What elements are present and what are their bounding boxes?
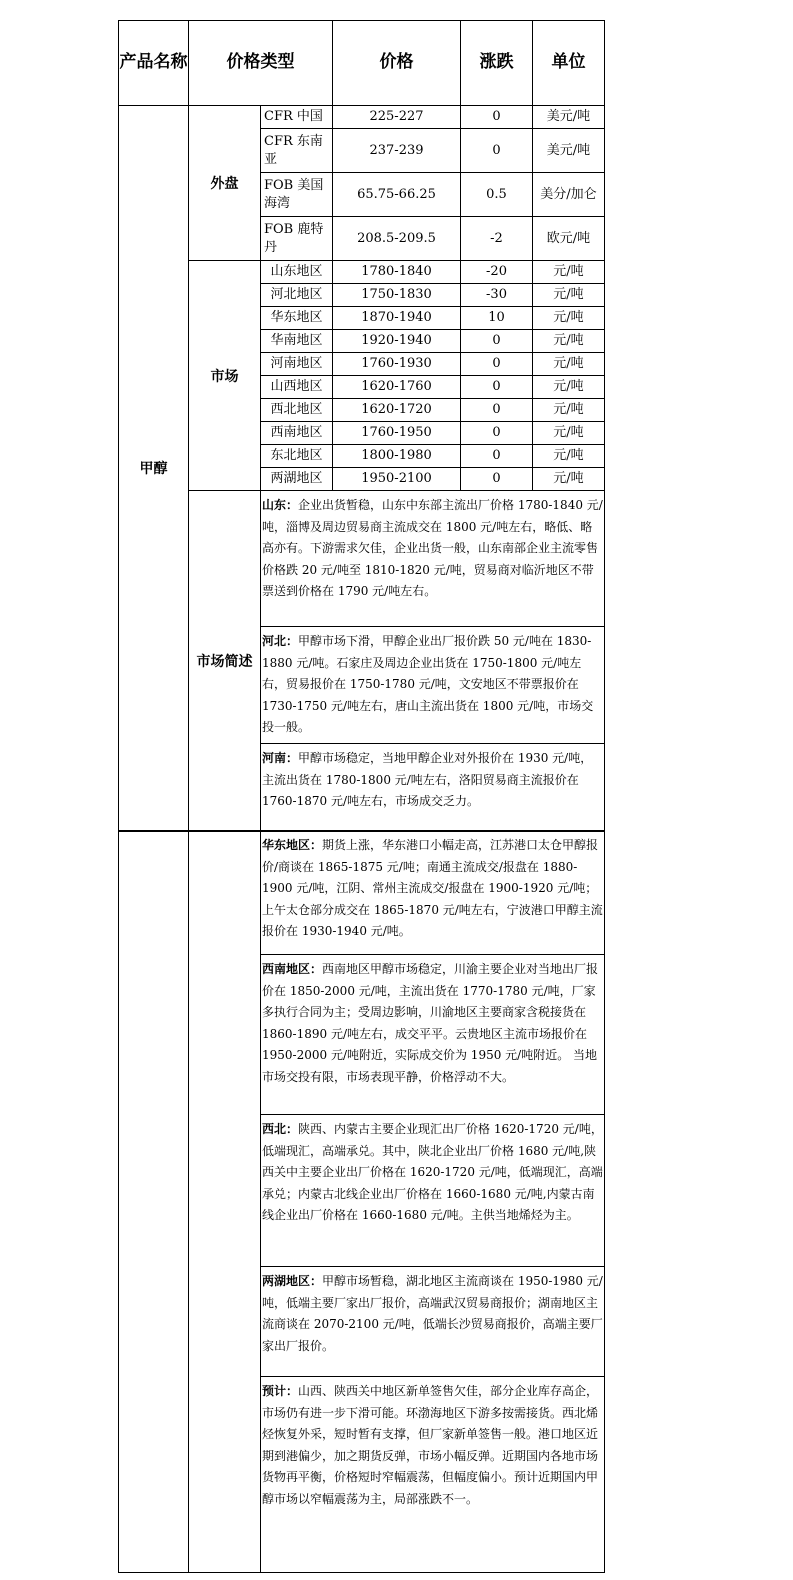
summary-hebei bbox=[261, 627, 605, 744]
summary-region: 西南地区： bbox=[262, 962, 323, 976]
group-external: 外盘 bbox=[189, 106, 261, 261]
price-type-cell: 山西地区 bbox=[261, 376, 333, 399]
product-name-methanol: 甲醇 bbox=[119, 106, 189, 832]
price-type-cell: 华东地区 bbox=[261, 307, 333, 330]
change-cell: 0 bbox=[461, 129, 533, 173]
price-type-cell: CFR 中国 bbox=[261, 106, 333, 129]
summary-huadong bbox=[261, 831, 605, 955]
summary-region: 预计： bbox=[262, 1384, 299, 1398]
unit-cell: 美元/吨 bbox=[533, 129, 605, 173]
change-cell: 10 bbox=[461, 307, 533, 330]
price-cell: 1920-1940 bbox=[333, 330, 461, 353]
summary-forecast bbox=[261, 1377, 605, 1573]
price-cell: 1620-1720 bbox=[333, 399, 461, 422]
change-cell: 0.5 bbox=[461, 173, 533, 217]
summary-text: 西南地区甲醇市场稳定，川渝主要企业对当地出厂报价在 1850-2000 元/吨，主流出货在 1770-1780 元/吨，厂家多执行合同为主；受周边影响，川渝地区主要商家含税接货在 1860-1890 元/吨左右，成交平平。云贵地区主流市场报价在 1950-2000 元/吨附近，实际成交价为 1950 元/吨附近。 当地市场交投有限，市场表现平静，价格浮动不大。 bbox=[262, 962, 599, 1084]
summary-lianghu bbox=[261, 1267, 605, 1377]
summary-region: 河南： bbox=[262, 750, 299, 765]
summary-text: 陕西、内蒙古主要企业现汇出厂价格 1620-1720 元/吨，低端现汇，高端承兑。其中，陕北企业出厂价格 1680 元/吨,陕西关中主要企业出厂价格在 1620-1720 元/吨，低端现汇，高端承兑；内蒙古北线企业出厂价格在 1660-1680 元/吨,内蒙古南线企业出厂价格在 1660-1680 元/吨。主供当地烯烃为主。 bbox=[262, 1122, 603, 1223]
change-cell: -2 bbox=[461, 217, 533, 261]
empty-product-cell bbox=[119, 831, 189, 1573]
summary-xinan bbox=[261, 955, 605, 1115]
summary-henan bbox=[261, 743, 605, 831]
price-cell: 208.5-209.5 bbox=[333, 217, 461, 261]
unit-cell: 元/吨 bbox=[533, 376, 605, 399]
summary-text: 期货上涨，华东港口小幅走高，江苏港口太仓甲醇报价/商谈在 1865-1875 元/吨；南通主流成交/报盘在 1880-1900 元/吨，江阴、常州主流成交/报盘在 1900-1920 元/吨；上午太仓部分成交在 1865-1870 元/吨左右，宁波港口甲醇主流报价在 1930-1940 元/吨。 bbox=[262, 838, 603, 939]
change-cell: -20 bbox=[461, 261, 533, 284]
price-cell: 1760-1930 bbox=[333, 353, 461, 376]
unit-cell: 元/吨 bbox=[533, 330, 605, 353]
price-cell: 1750-1830 bbox=[333, 284, 461, 307]
change-cell: 0 bbox=[461, 468, 533, 491]
price-type-cell: 西北地区 bbox=[261, 399, 333, 422]
unit-cell: 元/吨 bbox=[533, 284, 605, 307]
price-type-cell: 河南地区 bbox=[261, 353, 333, 376]
header-price: 价格 bbox=[333, 21, 461, 106]
price-table bbox=[118, 20, 605, 832]
price-type-cell: 西南地区 bbox=[261, 422, 333, 445]
price-cell: 225-227 bbox=[333, 106, 461, 129]
price-cell: 1780-1840 bbox=[333, 261, 461, 284]
summary-shandong bbox=[261, 491, 605, 627]
group-summary: 市场简述 bbox=[189, 491, 261, 832]
price-cell: 1870-1940 bbox=[333, 307, 461, 330]
price-type-cell: 东北地区 bbox=[261, 445, 333, 468]
unit-cell: 元/吨 bbox=[533, 307, 605, 330]
change-cell: -30 bbox=[461, 284, 533, 307]
header-unit: 单位 bbox=[533, 21, 605, 106]
summary-text: 山西、陕西关中地区新单签售欠佳，部分企业库存高企，市场仍有进一步下滑可能。环渤海地区下游多按需接货。西北烯烃恢复外采，短时暂有支撑，但厂家新单签售一般。港口地区近期到港偏少，加之期货反弹，市场小幅反弹。近期国内各地市场货物再平衡，价格短时窄幅震荡，但幅度偏小。预计近期国内甲醇市场以窄幅震荡为主，局部涨跌不一。 bbox=[262, 1384, 599, 1506]
empty-type-cell bbox=[189, 831, 261, 1573]
price-cell: 1950-2100 bbox=[333, 468, 461, 491]
price-type-cell: FOB 鹿特丹 bbox=[261, 217, 333, 261]
unit-cell: 美元/吨 bbox=[533, 106, 605, 129]
unit-cell: 元/吨 bbox=[533, 422, 605, 445]
summary-text: 甲醇市场下滑，甲醇企业出厂报价跌 50 元/吨在 1830-1880 元/吨。石家庄及周边企业出货在 1750-1800 元/吨左右，贸易报价在 1750-1780 元/吨，文安地区不带票报价在 1730-1750 元/吨左右，唐山主流出货在 1800 元/吨，市场交投一般。 bbox=[262, 634, 594, 735]
price-type-cell: 两湖地区 bbox=[261, 468, 333, 491]
summary-table-continued bbox=[118, 830, 605, 1573]
price-type-cell: 华南地区 bbox=[261, 330, 333, 353]
price-type-cell: 山东地区 bbox=[261, 261, 333, 284]
change-cell: 0 bbox=[461, 330, 533, 353]
change-cell: 0 bbox=[461, 353, 533, 376]
unit-cell: 美分/加仑 bbox=[533, 173, 605, 217]
summary-region: 西北： bbox=[262, 1122, 299, 1136]
unit-cell: 元/吨 bbox=[533, 468, 605, 491]
summary-text: 甲醇市场稳定，当地甲醇企业对外报价在 1930 元/吨，主流出货在 1780-1800 元/吨左右，洛阳贸易商主流报价在 1760-1870 元/吨左右，市场成交乏力。 bbox=[262, 750, 593, 809]
header-change: 涨跌 bbox=[461, 21, 533, 106]
unit-cell: 元/吨 bbox=[533, 399, 605, 422]
price-cell: 1620-1760 bbox=[333, 376, 461, 399]
summary-text: 企业出货暂稳，山东中东部主流出厂价格 1780-1840 元/吨，淄博及周边贸易商主流成交在 1800 元/吨左右，略低、略高亦有。下游需求欠佳，企业出货一般，山东南部企业主流零售价格跌 20 元/吨至 1810-1820 元/吨，贸易商对临沂地区不带票送到价格在 1790 元/吨左右。 bbox=[262, 498, 603, 599]
summary-region: 河北： bbox=[262, 634, 299, 648]
change-cell: 0 bbox=[461, 376, 533, 399]
change-cell: 0 bbox=[461, 106, 533, 129]
summary-xibei bbox=[261, 1115, 605, 1267]
summary-region: 华东地区： bbox=[262, 838, 323, 852]
unit-cell: 欧元/吨 bbox=[533, 217, 605, 261]
change-cell: 0 bbox=[461, 399, 533, 422]
price-cell: 1800-1980 bbox=[333, 445, 461, 468]
price-cell: 1760-1950 bbox=[333, 422, 461, 445]
price-type-cell: FOB 美国海湾 bbox=[261, 173, 333, 217]
group-market: 市场 bbox=[189, 261, 261, 491]
unit-cell: 元/吨 bbox=[533, 445, 605, 468]
price-type-cell: CFR 东南亚 bbox=[261, 129, 333, 173]
change-cell: 0 bbox=[461, 445, 533, 468]
price-cell: 65.75-66.25 bbox=[333, 173, 461, 217]
summary-text: 甲醇市场暂稳，湖北地区主流商谈在 1950-1980 元/吨，低端主要厂家出厂报价，高端武汉贸易商报价；湖南地区主流商谈在 2070-2100 元/吨，低端长沙贸易商报价，高端主要厂家出厂报价。 bbox=[262, 1274, 603, 1353]
summary-region: 山东： bbox=[262, 498, 299, 512]
unit-cell: 元/吨 bbox=[533, 353, 605, 376]
change-cell: 0 bbox=[461, 422, 533, 445]
price-type-cell: 河北地区 bbox=[261, 284, 333, 307]
summary-region: 两湖地区： bbox=[262, 1274, 323, 1288]
header-product-name: 产品名称 bbox=[119, 21, 189, 106]
header-price-type: 价格类型 bbox=[189, 21, 333, 106]
unit-cell: 元/吨 bbox=[533, 261, 605, 284]
price-cell: 237-239 bbox=[333, 129, 461, 173]
